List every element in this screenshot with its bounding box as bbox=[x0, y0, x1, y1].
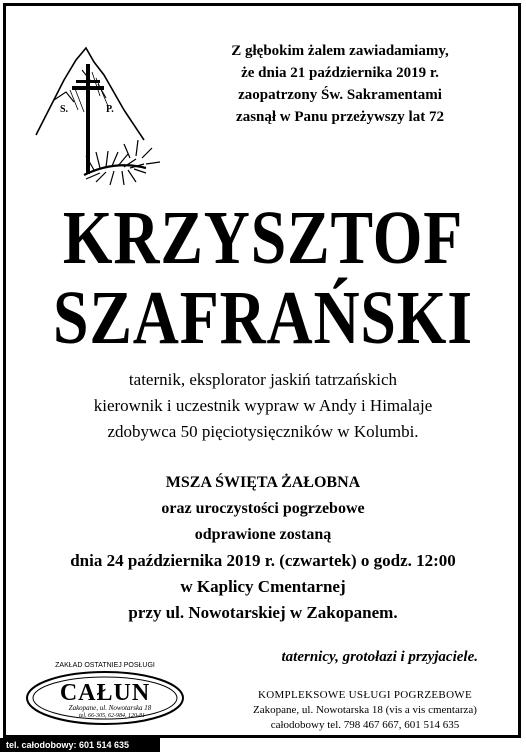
mass-heading: MSZA ŚWIĘTA ŻAŁOBNA bbox=[165, 474, 361, 491]
company-title: KOMPLEKSOWE USŁUGI POGRZEBOWE bbox=[257, 689, 473, 701]
logo-name: CAŁUN bbox=[59, 680, 151, 706]
company-info bbox=[220, 688, 510, 733]
deceased-description bbox=[0, 367, 526, 445]
company-address: Zakopane, ul. Nowotarska 18 (vis a vis cmentarza) bbox=[253, 704, 477, 716]
description-line: zdobywca 50 pięciotysięczników w Kolumbi. bbox=[107, 422, 419, 441]
intro-line: zasnął w Panu przeżywszy lat 72 bbox=[236, 109, 444, 125]
mass-line: odprawione zostaną bbox=[194, 526, 332, 543]
intro-text bbox=[190, 40, 490, 128]
company-phone: całodobowy tel. 798 467 667, 601 514 635 bbox=[270, 719, 460, 731]
description-line: kierownik i uczestnik wypraw w Andy i Himalaje bbox=[93, 396, 433, 415]
mass-line: w Kaplicy Cmentarnej bbox=[180, 577, 346, 596]
deceased-last-name: SZAFRAŃSKI bbox=[53, 276, 473, 360]
funeral-info bbox=[0, 470, 526, 626]
description-line: taternik, eksplorator jaskiń tatrzańskich bbox=[128, 370, 398, 389]
intro-line: Z głębokim żalem zawiadamiamy, bbox=[231, 43, 449, 59]
phone-bar: tel. całodobowy: 601 514 635 bbox=[0, 738, 160, 752]
deceased-first-name: KRZYSZTOF bbox=[62, 196, 464, 280]
logo-phones: tel. 66-305, 62-984, 120-81 bbox=[79, 713, 145, 719]
funeral-home-logo bbox=[20, 660, 195, 730]
mountain-cross-icon bbox=[34, 40, 164, 200]
mass-date-line: dnia 24 października 2019 r. (czwartek) o godz. 12:00 bbox=[70, 551, 456, 570]
logo-address: Zakopane, ul. Nowotarska 18 bbox=[68, 704, 152, 712]
mass-line: przy ul. Nowotarskiej w Zakopanem. bbox=[128, 603, 398, 622]
emblem-letters-left: S. bbox=[60, 104, 69, 115]
intro-line: zaopatrzony Św. Sakramentami bbox=[238, 87, 442, 103]
mass-line: oraz uroczystości pogrzebowe bbox=[161, 500, 365, 517]
logo-top-text: ZAKŁAD OSTATNIEJ POSŁUGI bbox=[55, 662, 155, 669]
family-signature: taternicy, grotołazi i przyjaciele. bbox=[281, 649, 478, 665]
intro-line: że dnia 21 października 2019 r. bbox=[241, 65, 439, 81]
emblem-letters-right: P. bbox=[106, 104, 114, 115]
